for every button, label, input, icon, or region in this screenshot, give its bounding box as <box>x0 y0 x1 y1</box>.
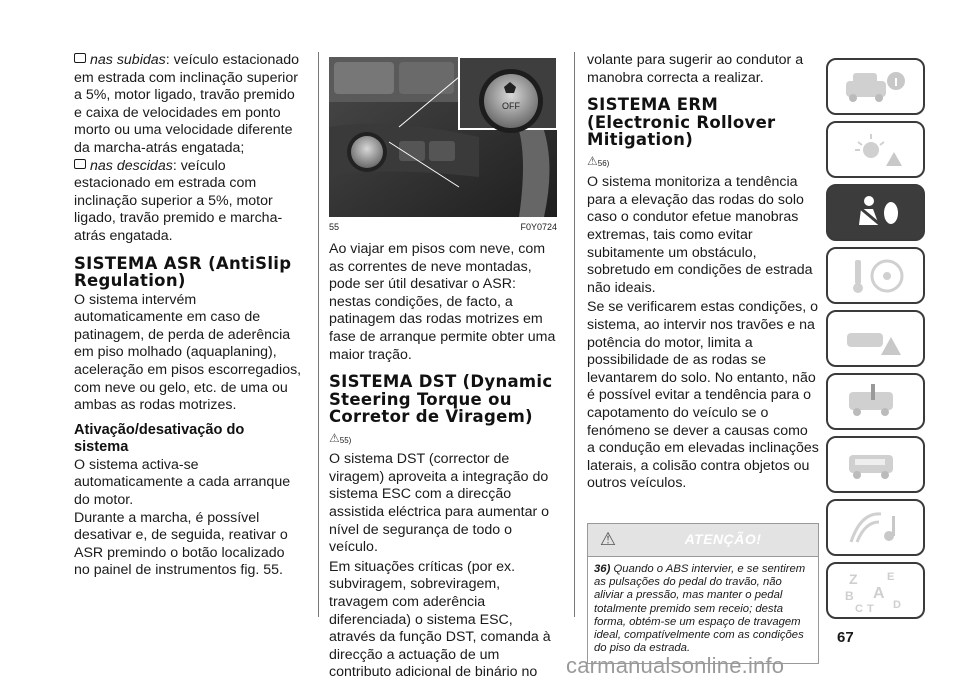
figure-code: F0Y0724 <box>520 222 557 232</box>
warning-ref-55: ⚠55) <box>329 430 351 450</box>
warning-header <box>588 524 818 556</box>
tab-maintenance[interactable] <box>826 373 925 430</box>
activation-paragraph-1: O sistema activa-se automaticamente a cada arranque do motor. <box>74 456 291 509</box>
checkbox-bullet-icon <box>74 159 86 169</box>
chapter-tabs <box>826 58 927 625</box>
heading-asr: SISTEMA ASR (AntiSlip Regulation) <box>74 253 292 291</box>
intro-paragraph: Ao viajar em pisos com neve, com as correntes de neve montadas, pode ser útil desativar o ASR: nestas condições, de facto, a patinagem das rodas motrizes em fase de arranque permite obter uma maior tração. <box>329 241 556 363</box>
bullet-term: nas descidas <box>90 157 173 174</box>
multimedia-icon <box>841 508 911 548</box>
tab-emergency[interactable] <box>826 310 925 367</box>
maintenance-icon <box>841 445 911 485</box>
tab-warning-lights[interactable] <box>826 121 925 178</box>
figure-caption <box>329 219 557 233</box>
dst-paragraph-2: Em situações críticas (por ex. subviragem, sobreviragem, travagem com aderência diferenciada) o sistema ESC, através da função DST, comanda à direcção a actuação de um contributo adicional de binário no <box>329 558 551 681</box>
svg-text:C: C <box>854 602 863 614</box>
tab-starting-driving[interactable] <box>826 247 925 304</box>
bullet-uphill <box>74 52 302 158</box>
warning-triangle-icon: ⚠ <box>329 430 340 445</box>
tab-technical-data[interactable] <box>826 436 925 493</box>
tools-icon <box>841 382 911 422</box>
column-1 <box>74 52 302 580</box>
erm-paragraph-2: Se se verificarem estas condições, o sistema, ao intervir nos travões e na potência do motor, limita a possibilidade de as rodas se levantarem do solo. No entanto, não é possível evitar a tendência para o capotamento do veículo se o fenómeno se dever a causas como a condução em elevadas inclinações laterais, a colisão contra objetos ou outros veículos. <box>587 299 819 492</box>
heading-dst: SISTEMA DST (Dynamic Steering Torque ou Corretor de Viragem) <box>329 372 553 427</box>
car-info-icon <box>841 67 911 107</box>
bullet-text: : veículo estacionado em estrada com inclinação superior a 5%, motor ligado, travão premido e caixa de velocidades em ponto morto ou uma velocidade diferente da marcha-atrás engatada; <box>74 52 300 156</box>
svg-text:D: D <box>892 598 901 611</box>
seat-airbag-icon <box>841 193 911 233</box>
warning-text: Quando o ABS intervier, e se sentirem as pulsações do pedal do travão, não aliviar a pressão, mas manter o pedal totalmente premido sem receio; desta forma, obtém-se um espaço de travagem ideal, compatívelmente com as condições do piso da estrada. <box>594 562 806 655</box>
svg-text:B: B <box>844 588 854 603</box>
erm-paragraph-1: O sistema monitoriza a tendência para a elevação das rodas do solo caso o condutor efetue manobras extremas, tais como evitar subitamente um obstáculo, sobretudo em condições de estrada não ideais. <box>587 174 813 296</box>
tab-index[interactable] <box>826 562 925 619</box>
warning-ref-56: ⚠56) <box>587 153 609 173</box>
warning-body <box>588 556 818 663</box>
bullet-text: : veículo estacionado em estrada com inclinação superior a 5%, motor ligado, travão premido e marcha-atrás engatada. <box>74 157 283 244</box>
checkbox-bullet-icon <box>74 53 86 63</box>
svg-text:Z: Z <box>848 570 858 587</box>
warning-lights-icon <box>841 130 911 170</box>
figure-55-asr-button <box>329 57 557 217</box>
warning-triangle-icon: ⚠ <box>599 529 617 550</box>
heading-erm: SISTEMA ERM (Electronic Rollover Mitigation) <box>587 95 776 150</box>
column-2 <box>329 57 557 682</box>
warning-title: ATENÇÃO! <box>684 531 762 548</box>
bullet-downhill <box>74 158 302 246</box>
tab-multimedia[interactable] <box>826 499 925 556</box>
activation-paragraph-2: Durante a marcha, é possível desativar e, de seguida, reativar o ASR premindo o botão localizado no painel de instrumentos fig. 55. <box>74 509 288 579</box>
svg-text:E: E <box>886 570 894 583</box>
key-steering-icon <box>841 256 911 296</box>
column-divider <box>574 52 575 617</box>
subheading-activation: Ativação/desativação do sistema <box>74 421 245 456</box>
road-warning-icon <box>841 319 911 359</box>
svg-text:T: T <box>866 602 874 614</box>
tab-safety[interactable] <box>826 184 925 241</box>
column-3 <box>587 52 819 664</box>
index-abc-icon <box>841 568 911 614</box>
warning-triangle-icon: ⚠ <box>587 153 598 168</box>
column-divider <box>318 52 319 617</box>
dst-paragraph-1: O sistema DST (corrector de viragem) aproveita a integração do sistema ESC com a direcção assistida eléctrica para aumentar o nível de segurança de todo o veículo. <box>329 451 550 556</box>
asr-paragraph: O sistema intervém automaticamente em caso de patinagem, de perda de aderência em piso molhado (aquaplaning), aceleração em pisos escorregadios, com neve ou gelo, etc. de uma ou ambas as rodas motrizes. <box>74 291 302 414</box>
page-number: 67 <box>837 629 854 646</box>
warning-box <box>587 523 819 664</box>
asr-off-label: OFF <box>502 101 520 111</box>
continued-paragraph: volante para sugerir ao condutor a manobra correcta a realizar. <box>587 52 804 86</box>
dashboard-photo <box>329 57 557 217</box>
warning-number: 36) <box>594 562 611 575</box>
tab-car-info[interactable] <box>826 58 925 115</box>
watermark: carmanualsonline.info <box>566 653 785 678</box>
figure-number: 55 <box>329 222 340 232</box>
svg-text:A: A <box>872 584 885 602</box>
bullet-term: nas subidas <box>90 52 166 68</box>
